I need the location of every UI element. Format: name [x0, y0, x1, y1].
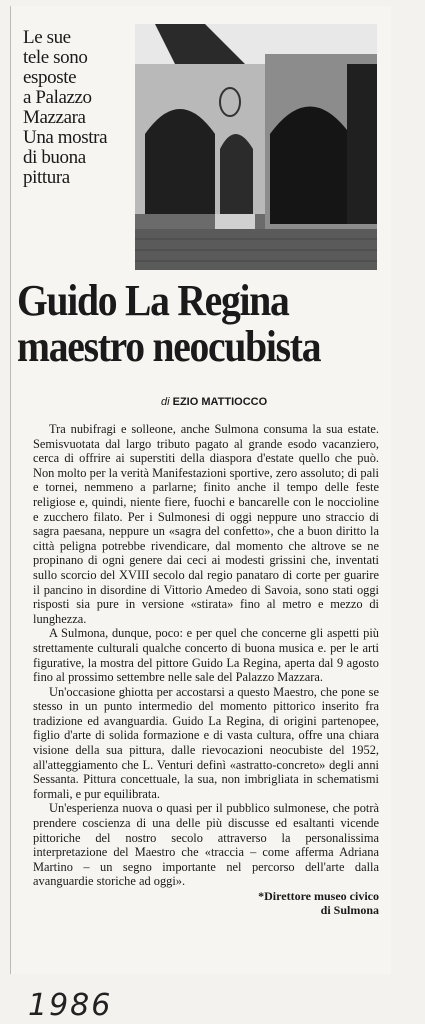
article-paragraph: A Sulmona, dunque, poco: e per quel che concerne gli aspetti più strettamente culturali qualche concerto di buona musica e. per le arti figurative, la mostra del pittore Guido La Regina, aperta dal 9 agosto fino al prossimo settembre nelle sale del Palazzo Mazzara. [33, 626, 379, 685]
caption-line: di buona [23, 147, 86, 168]
signature-line: di Sulmona [320, 903, 379, 917]
caption-line: esposte [23, 67, 77, 88]
caption-line: Le sue [23, 27, 71, 48]
byline-author: EZIO MATTIOCCO [172, 396, 268, 408]
palazzo-photo [135, 24, 377, 270]
headline [17, 278, 352, 370]
headline-line: maestro neocubista [17, 322, 321, 371]
article-paragraph: Un'occasione ghiotta per accostarsi a questo Maestro, che pone se stesso in un punto intermedio del momento pittorico inserito fra tradizione ed avanguardia. Guido La Regina, di origini partenopee, figlio d'arte di solida formazione e di vasta cultura, offre una chiara visione della sua pittura, dalle rievocazioni neocubiste del 1952, all'atteggiamento che L. Venturi definì «astratto-concreto» degli anni Sessanta. Pittura concettuale, la sua, non imbrigliata in schematismi formali, e pur equilibrata. [33, 684, 379, 801]
caption-line: a Palazzo [23, 87, 92, 108]
byline [161, 396, 267, 408]
article-body [33, 422, 379, 917]
caption-line: tele sono [23, 47, 88, 68]
newspaper-clipping [10, 6, 391, 974]
author-signature [33, 889, 379, 917]
byline-prefix: di [161, 396, 170, 408]
signature-line: *Direttore museo civico [258, 889, 379, 903]
caption-line: pittura [23, 167, 70, 188]
article-paragraph: Tra nubifragi e solleone, anche Sulmona consuma la sua estate. Semisvuotata dal largo tributo pagato al grande esodo vacanziero, cerca di offrire ai superstiti della diaspora d'estate quello che può. Non molto per la verità Manifestazioni sportive, zero assoluto; di pali e tornei, nemmeno a parlarne; finito anche il tempo delle feste religiose e, quindi, niente fiere, fuochi e bancarelle con le noccioline e zucchero filato. Per i Sulmonesi di oggi neppure uno straccio di sagra paesana, neppure un «sagra del confetto», che a buon diritto la città peligna potrebbe rivendicare, dal momento che altrove se ne propinano di ogni genere dai ceci ai modesti grissini che, inventati sullo scorcio del XVIII secolo dal regio panataro di corte per guarire il pancino in disordine di Vittorio Amedeo di Savoia, sono stati oggi risposti sia pure in versione «stirata» fino al metro e mezzo di lunghezza. [33, 422, 379, 626]
caption-line: Una mostra [23, 127, 108, 148]
article-paragraph: Un'esperienza nuova o quasi per il pubblico sulmonese, che potrà prendere coscienza di una delle più discusse ed esaltanti vicende pittoriche del nostro secolo attraverso la personalissima interpretazione del Maestro che «traccia – come afferma Adriana Martino – un segno importante nel percorso dell'arte dalla avanguardie storiche ad oggi». [33, 801, 379, 889]
handwritten-year: 1986 [28, 988, 113, 1023]
headline-line: Guido La Regina [17, 276, 289, 325]
caption-line: Mazzara [23, 107, 86, 128]
photo-caption [23, 28, 143, 188]
